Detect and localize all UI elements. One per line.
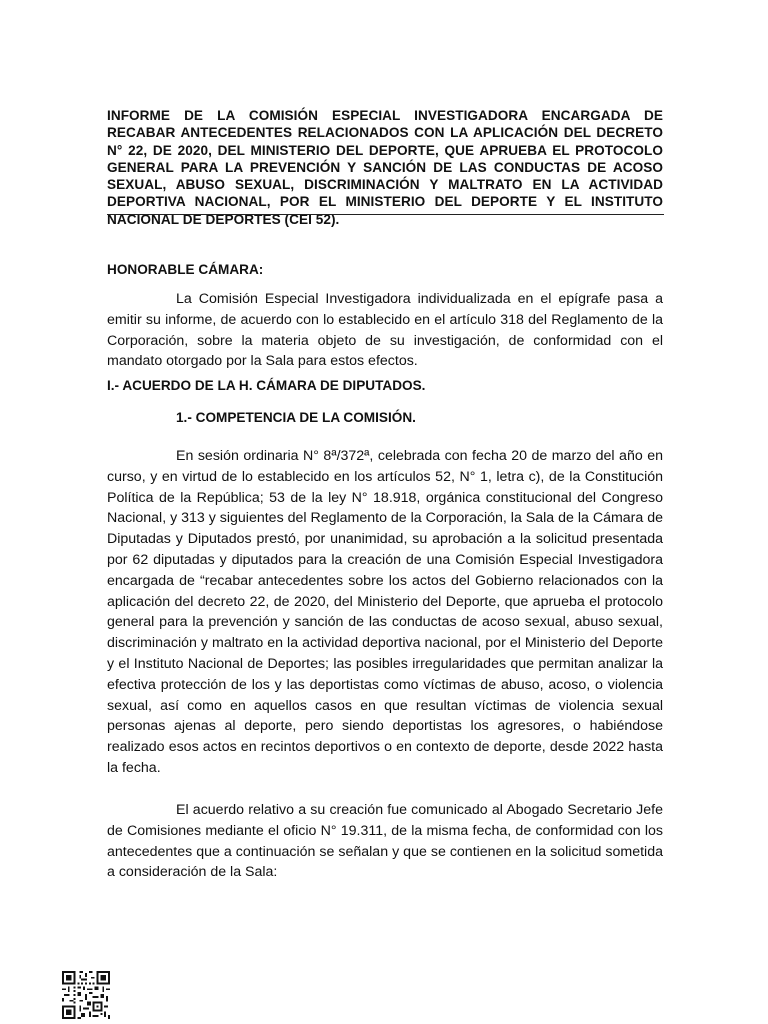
- title-underline: [107, 214, 664, 215]
- intro-paragraph: La Comisión Especial Investigadora individualizada en el epígrafe pasa a emitir su informe, de acuerdo con lo establecido en el artículo 318 del Reglamento de la Corporación, sobre la materia objeto de su investigación, de conformidad con el mandato otorgado por la Sala para estos efectos.: [107, 291, 663, 370]
- subsection-heading: 1.- COMPETENCIA DE LA COMISIÓN.: [176, 410, 416, 425]
- salutation: HONORABLE CÁMARA:: [107, 262, 264, 277]
- competence-paragraph: En sesión ordinaria N° 8ª/372ª, celebrada con fecha 20 de marzo del año en curso, y en virtud de lo establecido en los artículos 52, N° 1, letra c), de la Constitución Política de la República; 53 de la ley N° 18.918, orgánica constitucional del Congreso Nacional, y 313 y siguientes del Reglamento de la Corporación, la Sala de la Cámara de Diputadas y Diputados prestó, por unanimidad, su aprobación a la solicitud presentada por 62 diputadas y diputados para la creación de una Comisión Especial Investigadora encargada de “recabar antecedentes sobre los actos del Gobierno relacionados con la aplicación del decreto 22, de 2020, del Ministerio del Deporte, que aprueba el protocolo general para la prevención y sanción de las conductas de acoso sexual, abuso sexual, discriminación y maltrato en la actividad deportiva nacional, por el Ministerio del Deporte y el Instituto Nacional de Deportes; las posibles irregularidades que permitan analizar la efectiva protección de los y las deportistas como víctimas de abuso, acoso, o violencia sexual, así como en aquellos casos en que resultan víctimas de violencia sexual personas ajenas al deporte, pero siendo deportistas los agresores, o habiéndose realizado esos actos en recintos deportivos o en contexto de deporte, desde 2022 hasta la fecha.: [107, 448, 664, 776]
- document-title: INFORME DE LA COMISIÓN ESPECIAL INVESTIGADORA ENCARGADA DE RECABAR ANTECEDENTES RELACIONADOS CON LA APLICACIÓN DEL DECRETO N° 22, DE 2020, DEL MINISTERIO DEL DEPORTE, QUE APRUEBA EL PROTOCOLO GENERAL PARA LA PREVENCIÓN Y SANCIÓN DE LAS CONDUCTAS DE ACOSO SEXUAL, ABUSO SEXUAL, DISCRIMINACIÓN Y MALTRATO EN LA ACTIVIDAD DEPORTIVA NACIONAL, POR EL MINISTERIO DEL DEPORTE Y EL INSTITUTO NACIONAL DE DEPORTES (CEI 52).: [107, 108, 663, 227]
- section-heading: I.- ACUERDO DE LA H. CÁMARA DE DIPUTADOS.: [107, 378, 426, 393]
- agreement-paragraph: El acuerdo relativo a su creación fue comunicado al Abogado Secretario Jefe de Comisiones mediante el oficio N° 19.311, de la misma fecha, de conformidad con los antecedentes que a continuación se señalan y que se contienen en la solicitud sometida a consideración de la Sala:: [107, 802, 663, 881]
- qr-code-icon: [62, 971, 110, 1019]
